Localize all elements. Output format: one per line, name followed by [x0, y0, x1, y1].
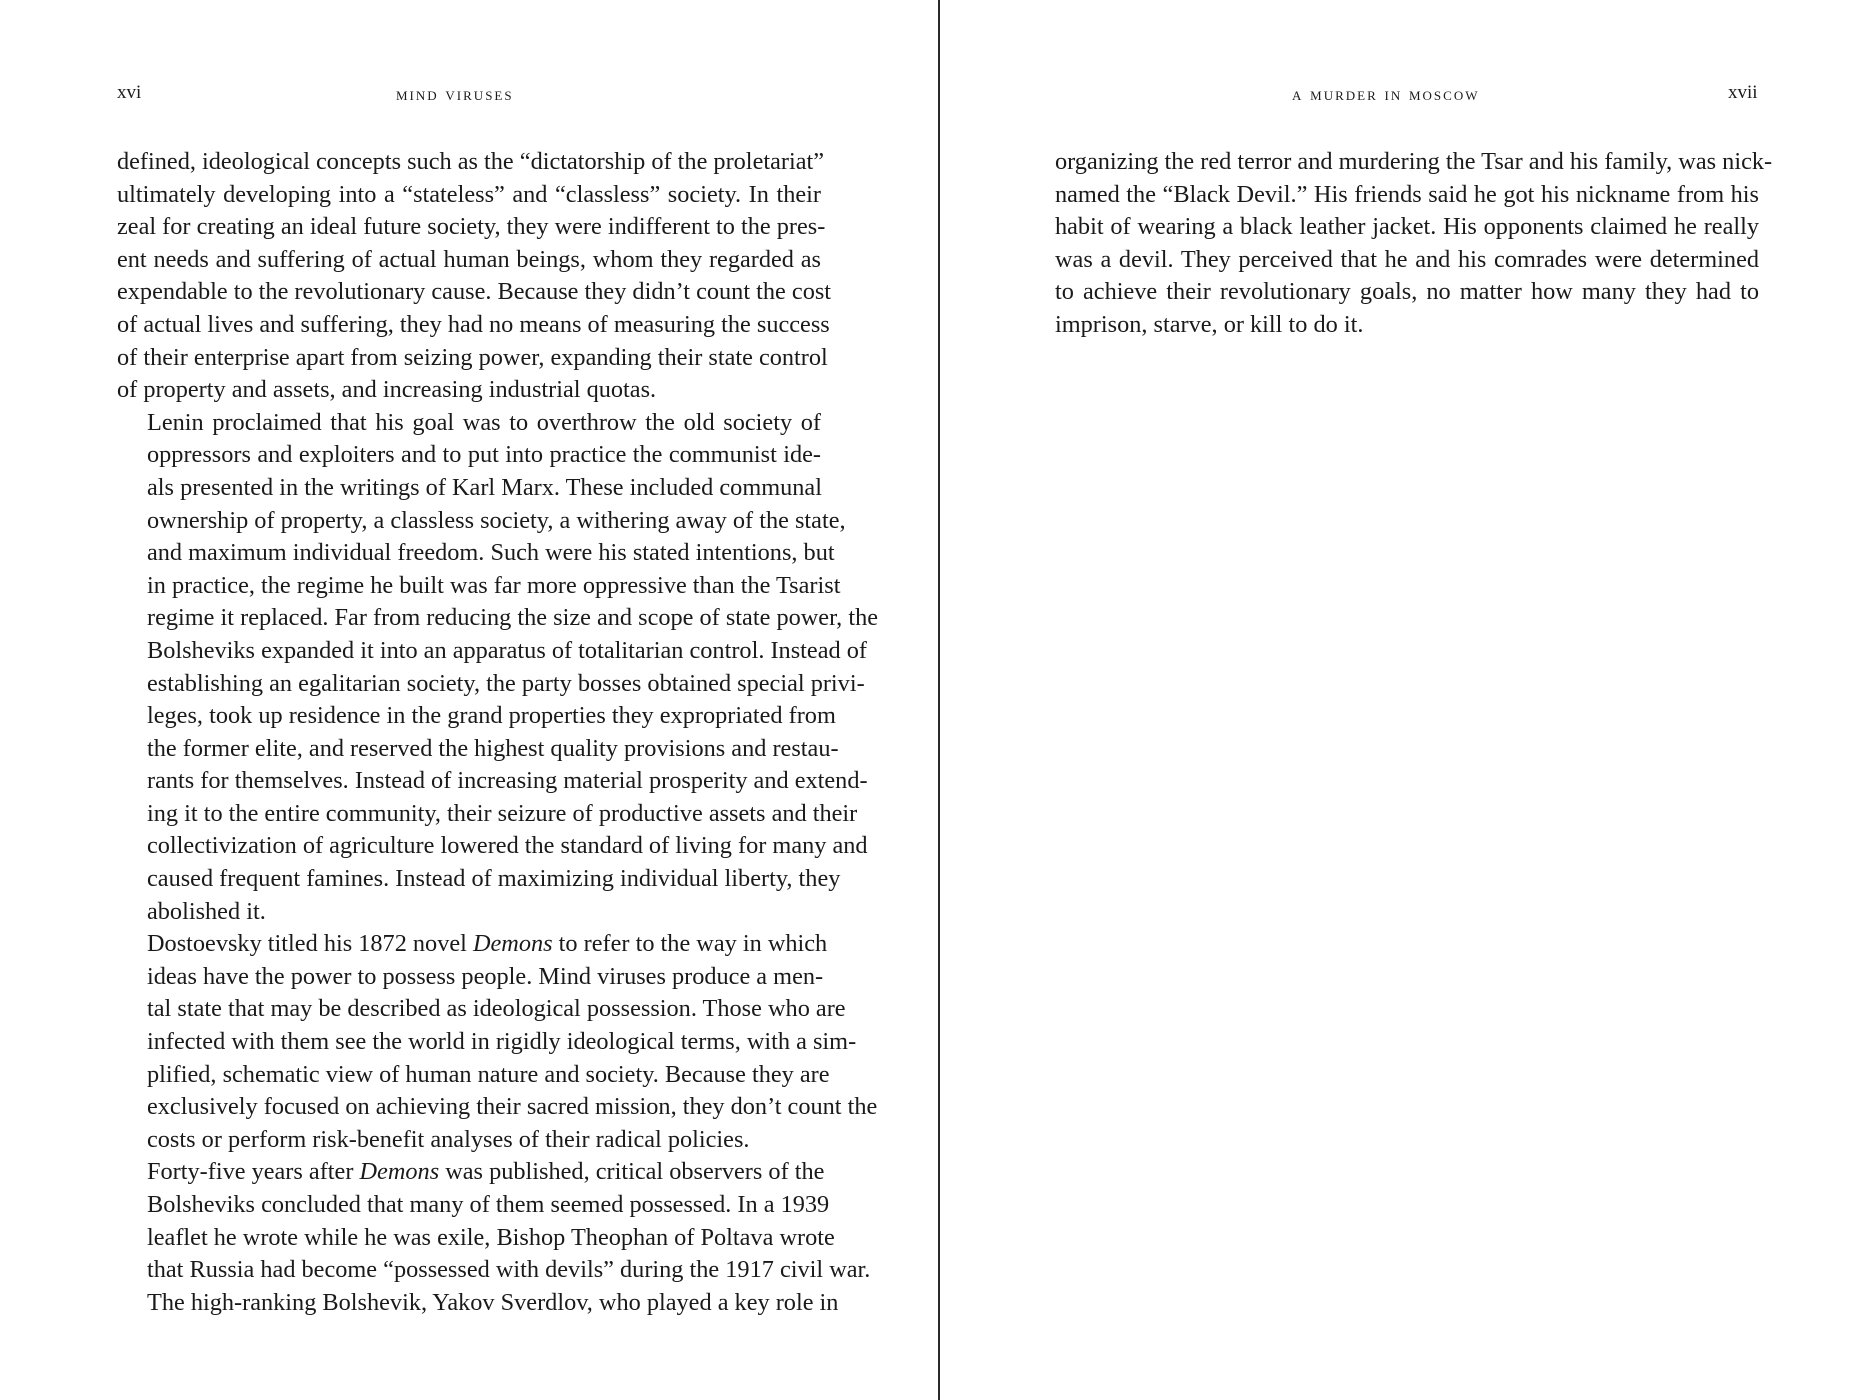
text-line: leges, took up residence in the grand properties they expropriated from [147, 702, 836, 730]
text-line: rants for themselves. Instead of increasing material prosperity and extend- [147, 767, 868, 795]
text-line: infected with them see the world in rigidly ideological terms, with a sim- [147, 1028, 857, 1056]
text-line: was a devil. They perceived that he and his comrades were determined [1055, 245, 1759, 273]
text-line: Bolsheviks expanded it into an apparatus of totalitarian control. Instead of [147, 636, 867, 664]
text-line: The high-ranking Bolshevik, Yakov Sverdlov, who played a key role in [147, 1288, 839, 1316]
text-line: of actual lives and suffering, they had no means of measuring the success [117, 310, 830, 338]
text-line: in practice, the regime he built was far more oppressive than the Tsarist [147, 571, 841, 599]
text-line: leaflet he wrote while he was exile, Bishop Theophan of Poltava wrote [147, 1223, 835, 1251]
text-line: of property and assets, and increasing industrial quotas. [117, 376, 657, 404]
text-line: to achieve their revolutionary goals, no matter how many they had to [1055, 278, 1759, 306]
text-line: and maximum individual freedom. Such were his stated intentions, but [147, 539, 835, 567]
text-line: Dostoevsky titled his 1872 novel Demons to refer to the way in which [147, 930, 828, 958]
text-line: ownership of property, a classless society, a withering away of the state, [147, 506, 846, 534]
text-line: tal state that may be described as ideological possession. Those who are [147, 995, 846, 1023]
text-line: regime it replaced. Far from reducing the size and scope of state power, the [147, 604, 879, 632]
text-line: costs or perform risk-benefit analyses of their radical policies. [147, 1125, 750, 1153]
text-line: defined, ideological concepts such as the “dictatorship of the proletariat” [117, 148, 825, 175]
text-line: establishing an egalitarian society, the party bosses obtained special privi- [147, 669, 865, 697]
paragraph [117, 1156, 871, 1319]
text-line: expendable to the revolutionary cause. Because they didn’t count the cost [117, 278, 832, 306]
text-line: ing it to the entire community, their seizure of productive assets and their [147, 799, 858, 827]
right-page [940, 0, 1866, 1400]
text-line: of their enterprise apart from seizing power, expanding their state control [117, 343, 828, 371]
text-line: exclusively focused on achieving their sacred mission, they don’t count the [147, 1093, 878, 1121]
running-head: a murder in moscow [1292, 84, 1480, 105]
text-line: named the “Black Devil.” His friends said he got his nickname from his [1055, 180, 1759, 208]
body-text [1055, 146, 1773, 342]
text-line: imprison, starve, or kill to do it. [1055, 310, 1364, 338]
text-line: als presented in the writings of Karl Marx. These included communal [147, 473, 822, 501]
page-number: xvii [1728, 82, 1758, 103]
text-line: habit of wearing a black leather jacket. His opponents claimed he really [1055, 213, 1759, 241]
text-line: Lenin proclaimed that his goal was to overthrow the old society of [147, 408, 821, 436]
text-line: ultimately developing into a “stateless” and “classless” society. In their [117, 180, 821, 208]
body-text [117, 146, 879, 1319]
text-line: oppressors and exploiters and to put into practice the communist ide- [147, 441, 821, 469]
text-line: Bolsheviks concluded that many of them seemed possessed. In a 1939 [147, 1191, 830, 1218]
paragraph [117, 146, 832, 407]
text-line: organizing the red terror and murdering the Tsar and his family, was nick- [1055, 148, 1773, 175]
text-line: ideas have the power to possess people. Mind viruses produce a men- [147, 962, 824, 990]
text-line: collectivization of agriculture lowered the standard of living for many and [147, 832, 868, 860]
paragraph [117, 407, 879, 929]
text-line: the former elite, and reserved the highest quality provisions and restau- [147, 734, 839, 762]
book-title: Demons [359, 1158, 440, 1186]
text-line: plified, schematic view of human nature and society. Because they are [147, 1060, 830, 1088]
text-line: caused frequent famines. Instead of maximizing individual liberty, they [147, 865, 841, 893]
text-line: abolished it. [147, 897, 266, 925]
paragraph [117, 928, 878, 1156]
paragraph [1055, 146, 1773, 342]
text-line: Forty-five years after Demons was published, critical observers of the [147, 1158, 825, 1186]
text-line: that Russia had become “possessed with devils” during the 1917 civil war. [147, 1256, 871, 1284]
page-number: xvi [117, 82, 142, 103]
text-line: ent needs and suffering of actual human beings, whom they regarded as [117, 245, 821, 273]
book-title: Demons [472, 930, 553, 958]
text-line: zeal for creating an ideal future society, they were indifferent to the pres- [117, 213, 826, 241]
running-head: mind viruses [396, 84, 514, 105]
